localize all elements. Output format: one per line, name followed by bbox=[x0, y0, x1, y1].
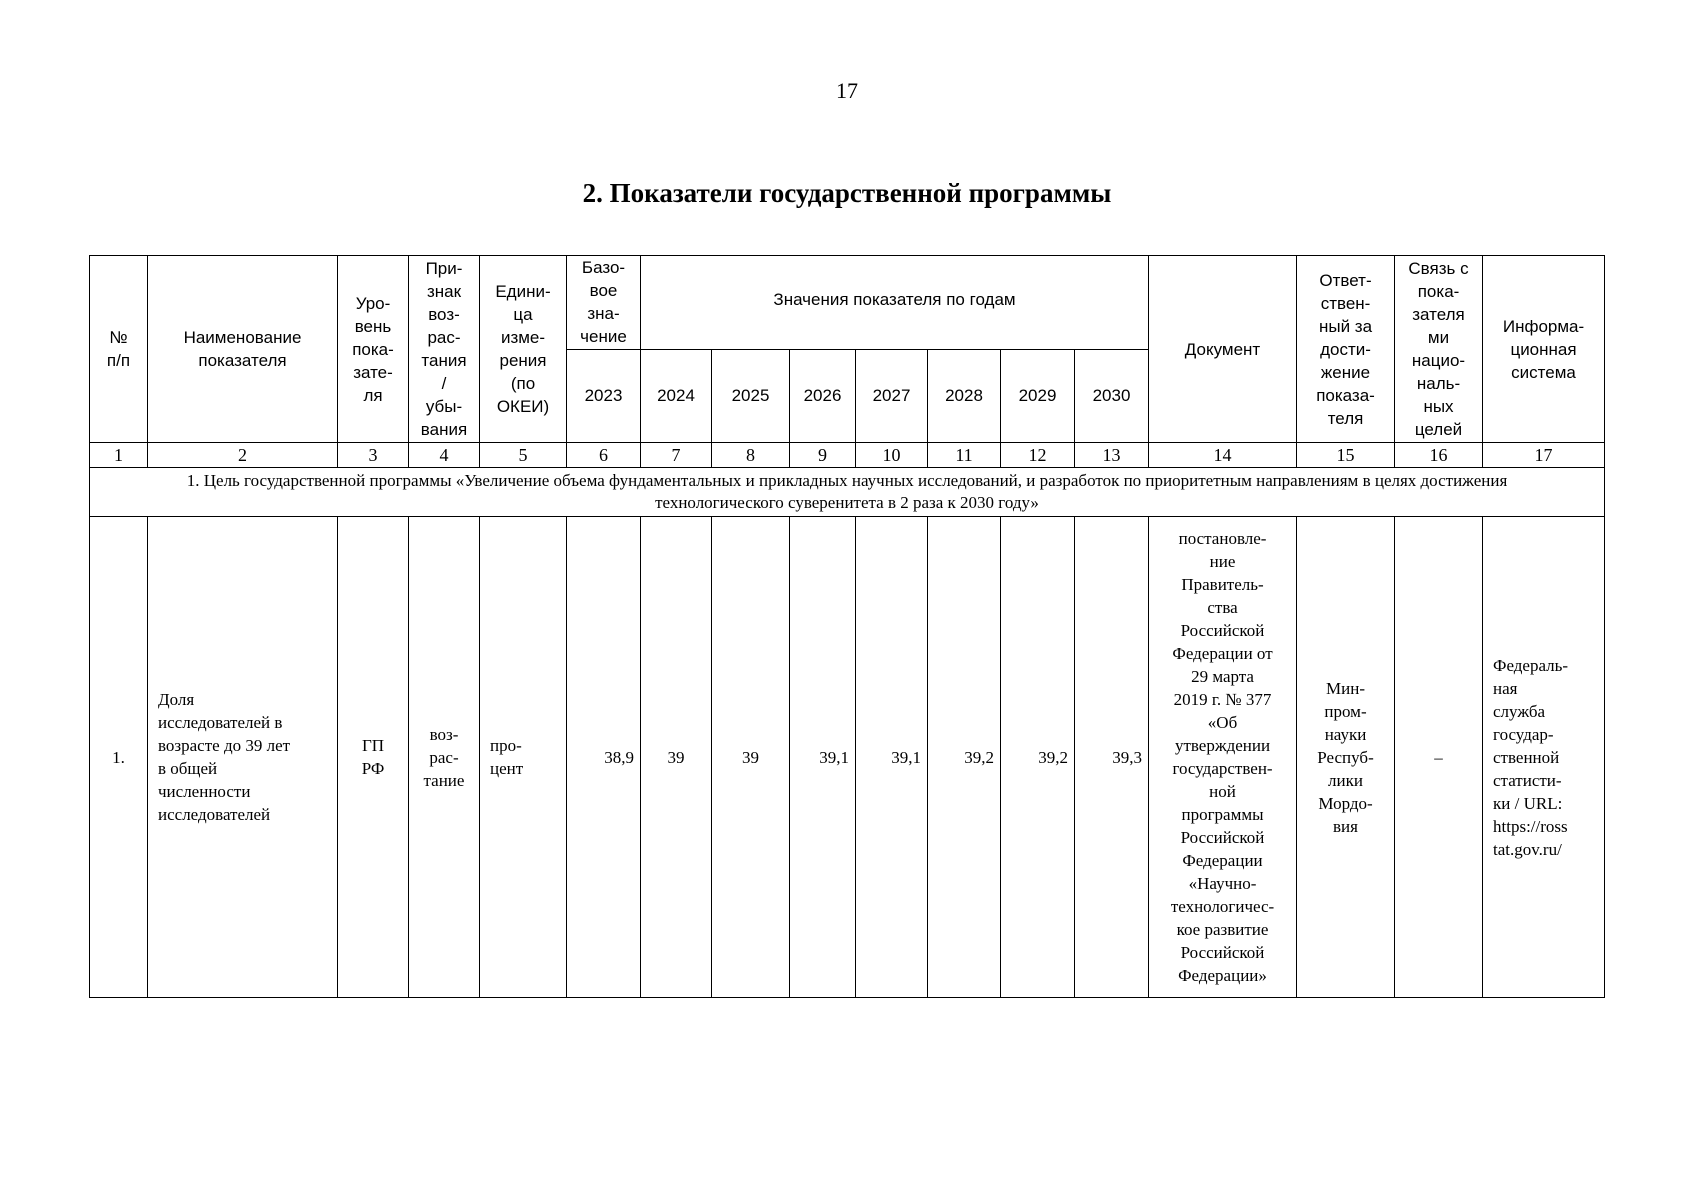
column-number: 7 bbox=[641, 443, 712, 468]
header-year: 2030 bbox=[1075, 349, 1149, 443]
header-responsible: Ответ- ствен- ный за дости- жение показа- теля bbox=[1297, 256, 1395, 443]
column-numbers-row bbox=[90, 443, 1605, 468]
table-row bbox=[90, 517, 1605, 998]
column-number: 10 bbox=[856, 443, 928, 468]
column-number: 3 bbox=[338, 443, 409, 468]
header-unit: Едини- ца изме- рения (по ОКЕИ) bbox=[480, 256, 567, 443]
row-year-value: 39,1 bbox=[790, 517, 856, 998]
column-number: 13 bbox=[1075, 443, 1149, 468]
row-indicator-name: Доля исследователей в возрасте до 39 лет в общей численности исследователей bbox=[148, 517, 338, 998]
header-sign: При- знак воз- рас- тания / убы- вания bbox=[409, 256, 480, 443]
row-national-goal-link: – bbox=[1395, 517, 1483, 998]
row-responsible: Мин- пром- науки Респуб- лики Мордо- вия bbox=[1297, 517, 1395, 998]
header-year: 2027 bbox=[856, 349, 928, 443]
header-base: Базо- вое зна- чение bbox=[567, 256, 641, 350]
indicators-table bbox=[89, 255, 1605, 998]
column-number: 16 bbox=[1395, 443, 1483, 468]
column-number: 4 bbox=[409, 443, 480, 468]
header-year: 2029 bbox=[1001, 349, 1075, 443]
row-year-value: 39,2 bbox=[1001, 517, 1075, 998]
header-year: 2025 bbox=[712, 349, 790, 443]
header-info: Информа- ционная система bbox=[1483, 256, 1605, 443]
column-number: 15 bbox=[1297, 443, 1395, 468]
row-sign: воз- рас- тание bbox=[409, 517, 480, 998]
row-base-value: 38,9 bbox=[567, 517, 641, 998]
column-number: 9 bbox=[790, 443, 856, 468]
row-year-value: 39,1 bbox=[856, 517, 928, 998]
row-num: 1. bbox=[90, 517, 148, 998]
column-number: 17 bbox=[1483, 443, 1605, 468]
header-name: Наименование показателя bbox=[148, 256, 338, 443]
section-title: 2. Показатели государственной программы bbox=[582, 178, 1112, 208]
page-number: 17 bbox=[836, 78, 858, 103]
column-number: 1 bbox=[90, 443, 148, 468]
header-values-group: Значения показателя по годам bbox=[641, 256, 1149, 350]
goal-text: 1. Цель государственной программы «Увеличение объема фундаментальных и прикладных научных исследований, и разработок по приоритетным направлениям в целях достижения технологического суверенитета в 2 раза к 2030 году» bbox=[90, 468, 1605, 517]
header-year: 2026 bbox=[790, 349, 856, 443]
header-row-top bbox=[90, 256, 1605, 350]
column-number: 2 bbox=[148, 443, 338, 468]
goal-row bbox=[90, 468, 1605, 517]
header-year: 2024 bbox=[641, 349, 712, 443]
header-base-year: 2023 bbox=[567, 349, 641, 443]
header-level: Уро- вень пока- зате- ля bbox=[338, 256, 409, 443]
header-year: 2028 bbox=[928, 349, 1001, 443]
column-number: 11 bbox=[928, 443, 1001, 468]
header-num: № п/п bbox=[90, 256, 148, 443]
header-link: Связь с пока- зателя ми нацио- наль- ных целей bbox=[1395, 256, 1483, 443]
row-document: постановле- ние Правитель- ства Российской Федерации от 29 марта 2019 г. № 377 «Об утверждении государствен- ной программы Российской Федерации «Научно- технологичес- кое развитие Российской Федерации» bbox=[1149, 517, 1297, 998]
row-info-system: Федераль- ная служба государ- ственной статисти- ки / URL: https://ross tat.gov.ru/ bbox=[1483, 517, 1605, 998]
row-level: ГП РФ bbox=[338, 517, 409, 998]
row-year-value: 39 bbox=[712, 517, 790, 998]
column-number: 6 bbox=[567, 443, 641, 468]
column-number: 8 bbox=[712, 443, 790, 468]
header-document: Документ bbox=[1149, 256, 1297, 443]
row-year-value: 39,2 bbox=[928, 517, 1001, 998]
column-number: 14 bbox=[1149, 443, 1297, 468]
column-number: 12 bbox=[1001, 443, 1075, 468]
row-unit: про- цент bbox=[480, 517, 567, 998]
column-number: 5 bbox=[480, 443, 567, 468]
row-year-value: 39,3 bbox=[1075, 517, 1149, 998]
row-year-value: 39 bbox=[641, 517, 712, 998]
